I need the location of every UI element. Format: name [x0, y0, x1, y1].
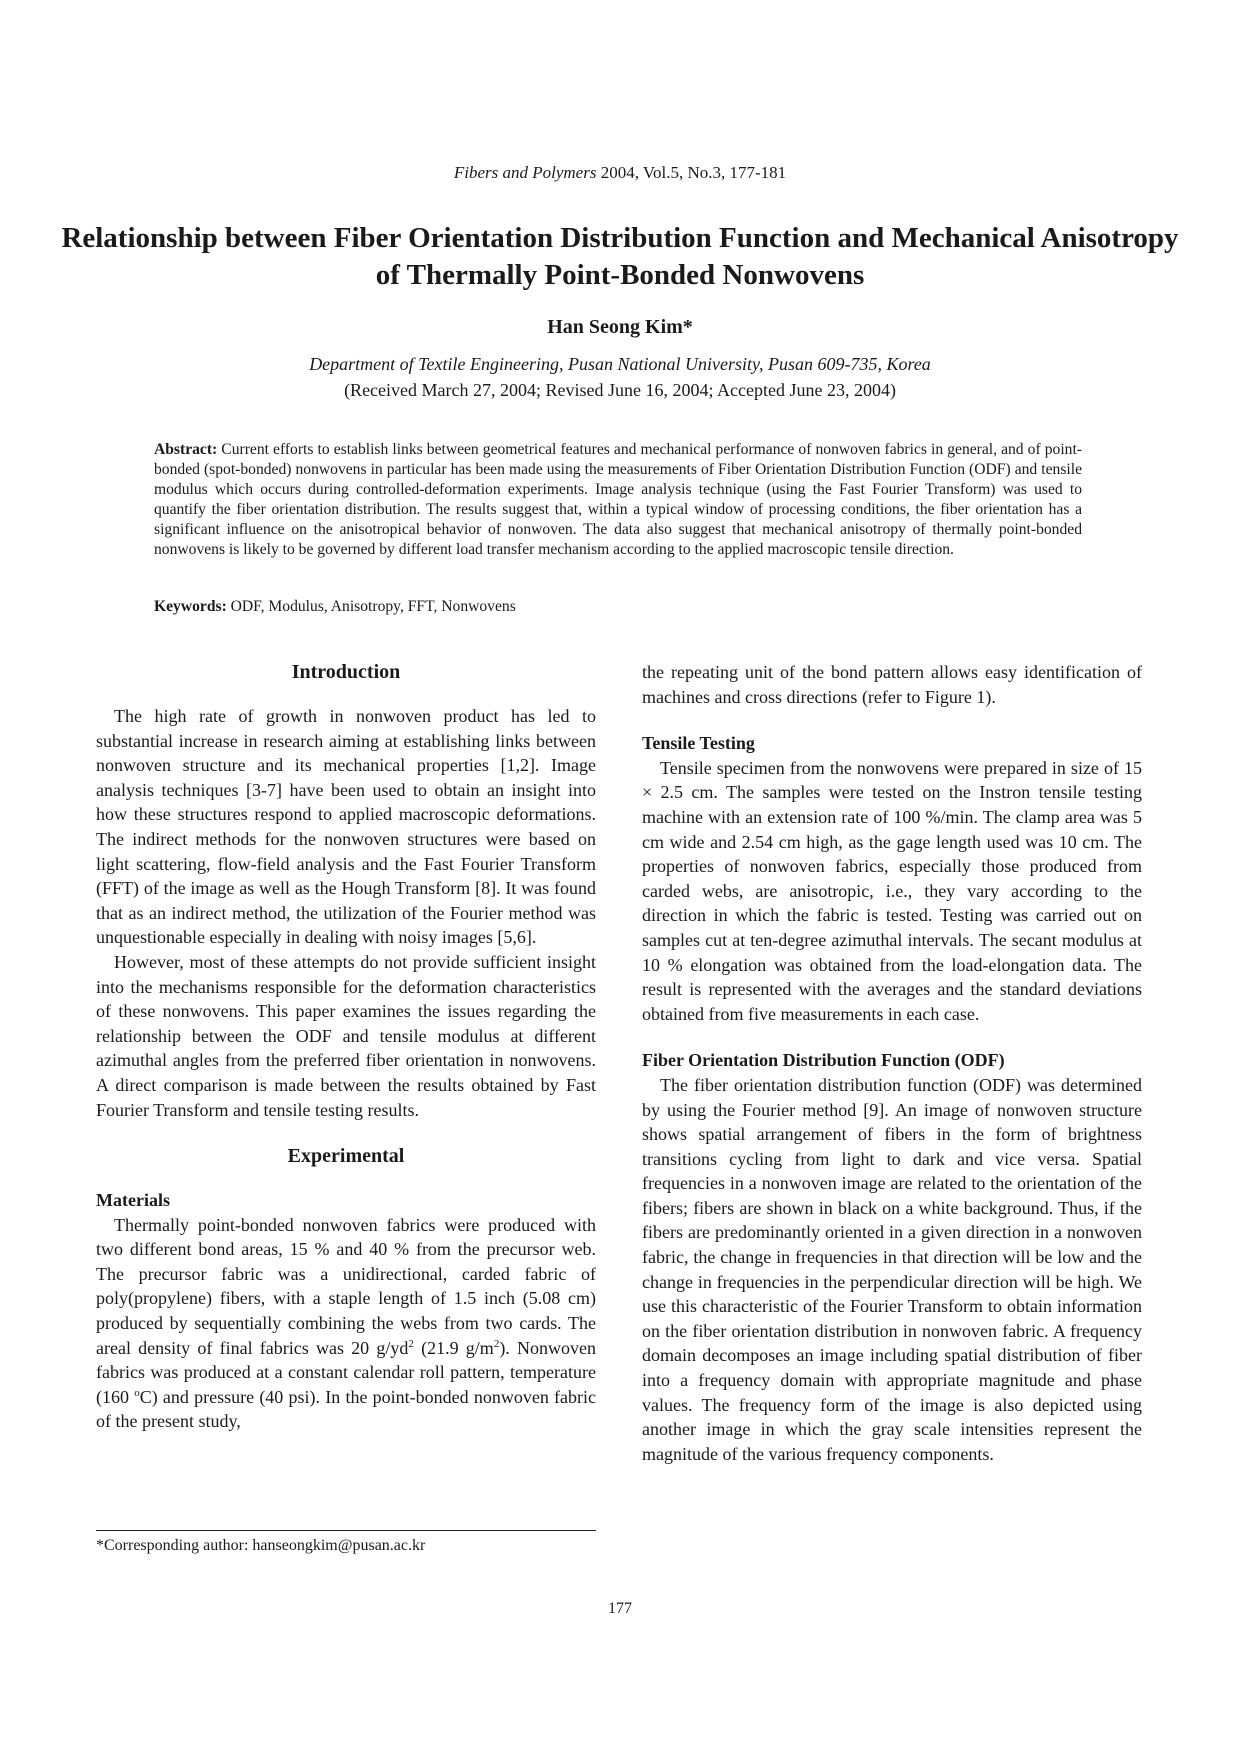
- right-column: [642, 660, 1142, 1466]
- tensile-testing-heading: Tensile Testing: [642, 733, 755, 754]
- paper-title: Relationship between Fiber Orientation Distribution Function and Mechanical Anisotropy of Thermally Point-Bonded Nonwovens: [61, 222, 1179, 291]
- abstract: [154, 440, 1082, 560]
- materials-text-1: Thermally point-bonded nonwoven fabrics were produced with two different bond areas, 15 % and 40 % from the precursor web. The precursor fabric was a unidirectional, carded fabric of poly(propylene) fibers, with a staple length of 1.5 inch (5.08 cm) produced by sequentially combining the webs from two cards. The areal density of final fabrics was 20 g/yd: [96, 1214, 596, 1358]
- page-number: 177: [608, 1600, 632, 1617]
- footnote: *Corresponding author: hanseongkim@pusan.ac.kr: [96, 1537, 426, 1554]
- materials-sup-1: 2: [408, 1337, 414, 1350]
- left-column: [96, 660, 596, 1434]
- author-name: Han Seong Kim*: [547, 316, 693, 338]
- materials-text-3: ). Nonwoven fabrics was produced at a constant calendar roll pattern, temperature (160: [96, 1337, 597, 1407]
- journal-info: 2004, Vol.5, No.3, 177-181: [596, 163, 787, 182]
- intro-paragraph-2: However, most of these attempts do not provide sufficient insight into the mechanisms responsible for the deformation characteristics of these nonwovens. This paper examines the issues regarding the relationship between the ODF and tensile modulus at different azimuthal angles from the preferred fiber orientation in nonwovens. A direct comparison is made between the results obtained by Fast Fourier Transform and tensile testing results.: [96, 951, 596, 1120]
- abstract-label: Abstract:: [154, 441, 218, 458]
- affiliation: Department of Textile Engineering, Pusan National University, Pusan 609-735, Korea: [309, 354, 931, 374]
- intro-paragraph-1: The high rate of growth in nonwoven product has led to substantial increase in research aiming at establishing links between nonwoven structure and its mechanical properties [1,2]. Image analysis techniques [3-7] have been used to obtain an insight into how these structures respond to applied macroscopic deformations. The indirect methods for the nonwoven structures were based on light scattering, flow-field analysis and the Fast Fourier Transform (FFT) of the image as well as the Hough Transform [8]. It was found that as an indirect method, the utilization of the Fourier method was unquestionable especially in dealing with noisy images [5,6].: [96, 706, 596, 948]
- materials-sup-3: o: [134, 1386, 140, 1399]
- received-dates: (Received March 27, 2004; Revised June 16, 2004; Accepted June 23, 2004): [344, 380, 896, 400]
- materials-continuation: the repeating unit of the bond pattern allows easy identification of machines and cross directions (refer to Figure 1).: [642, 662, 1142, 707]
- experimental-heading: Experimental: [287, 1145, 405, 1168]
- keywords-label: Keywords:: [154, 598, 227, 615]
- journal-name: Fibers and Polymers: [453, 163, 597, 182]
- materials-text-4: C) and pressure (40 psi). In the point-bonded nonwoven fabric of the present study,: [96, 1386, 597, 1432]
- materials-paragraph: [96, 1213, 596, 1434]
- tensile-testing-paragraph: Tensile specimen from the nonwovens were prepared in size of 15 × 2.5 cm. The samples were tested on the Instron tensile testing machine with an extension rate of 100 %/min. The clamp area was 5 cm wide and 2.54 cm high, as the gage length used was 10 cm. The properties of nonwoven fabrics, especially those produced from carded webs, are anisotropic, i.e., they vary according to the direction in which the fabric is tested. Testing was carried out on samples cut at ten-degree azimuthal intervals. The secant modulus at 10 % elongation was obtained from the load-elongation data. The result is represented with the averages and the standard deviations obtained from five measurements in each case.: [642, 757, 1142, 1024]
- introduction-heading: Introduction: [291, 661, 401, 683]
- keywords-text: ODF, Modulus, Anisotropy, FFT, Nonwovens: [226, 598, 516, 615]
- odf-paragraph: The fiber orientation distribution function (ODF) was determined by using the Fourier method [9]. An image of nonwoven structure shows spatial arrangement of fibers in the form of brightness transitions cycling from light to dark and vice versa. Spatial frequencies in a nonwoven image are related to the orientation of the fibers; fibers are shown in black on a white background. Thus, if the fibers are predominantly oriented in a given direction in a nonwoven fabric, the change in frequencies in that direction will be low and the change in frequencies in the perpendicular direction will be high. We use this characteristic of the Fourier Transform to obtain information on the fiber orientation distribution in nonwoven fabric. A frequency domain decomposes an image including spatial distribution of fiber into a frequency domain with appropriate magnitude and phase values. The frequency form of the image is also depicted using another image in which the gray scale intensities represent the magnitude of the various frequency components.: [642, 1074, 1142, 1464]
- odf-heading: Fiber Orientation Distribution Function (ODF): [642, 1050, 1005, 1071]
- journal-header: [0, 163, 1240, 183]
- abstract-text: Current efforts to establish links between geometrical features and mechanical performance of nonwoven fabrics in general, and of point-bonded (spot-bonded) nonwovens in particular has been made using the measurements of Fiber Orientation Distribution Function (ODF) and tensile modulus which occurs during controlled-deformation experiments. Image analysis technique (using the Fast Fourier Transform) was used to quantify the fiber orientation distribution. The results suggest that, within a typical window of processing conditions, the fiber orientation has a significant influence on the anisotropical behavior of nonwoven. The data also suggest that mechanical anisotropy of thermally point-bonded nonwovens is likely to be governed by different load transfer mechanism according to the applied macroscopic tensile direction.: [154, 441, 1082, 558]
- materials-heading: Materials: [96, 1190, 170, 1211]
- materials-text-2: (21.9 g/m: [413, 1337, 494, 1358]
- materials-sup-2: 2: [493, 1337, 500, 1350]
- keywords: [154, 598, 1082, 616]
- footnote-divider: [96, 1530, 596, 1531]
